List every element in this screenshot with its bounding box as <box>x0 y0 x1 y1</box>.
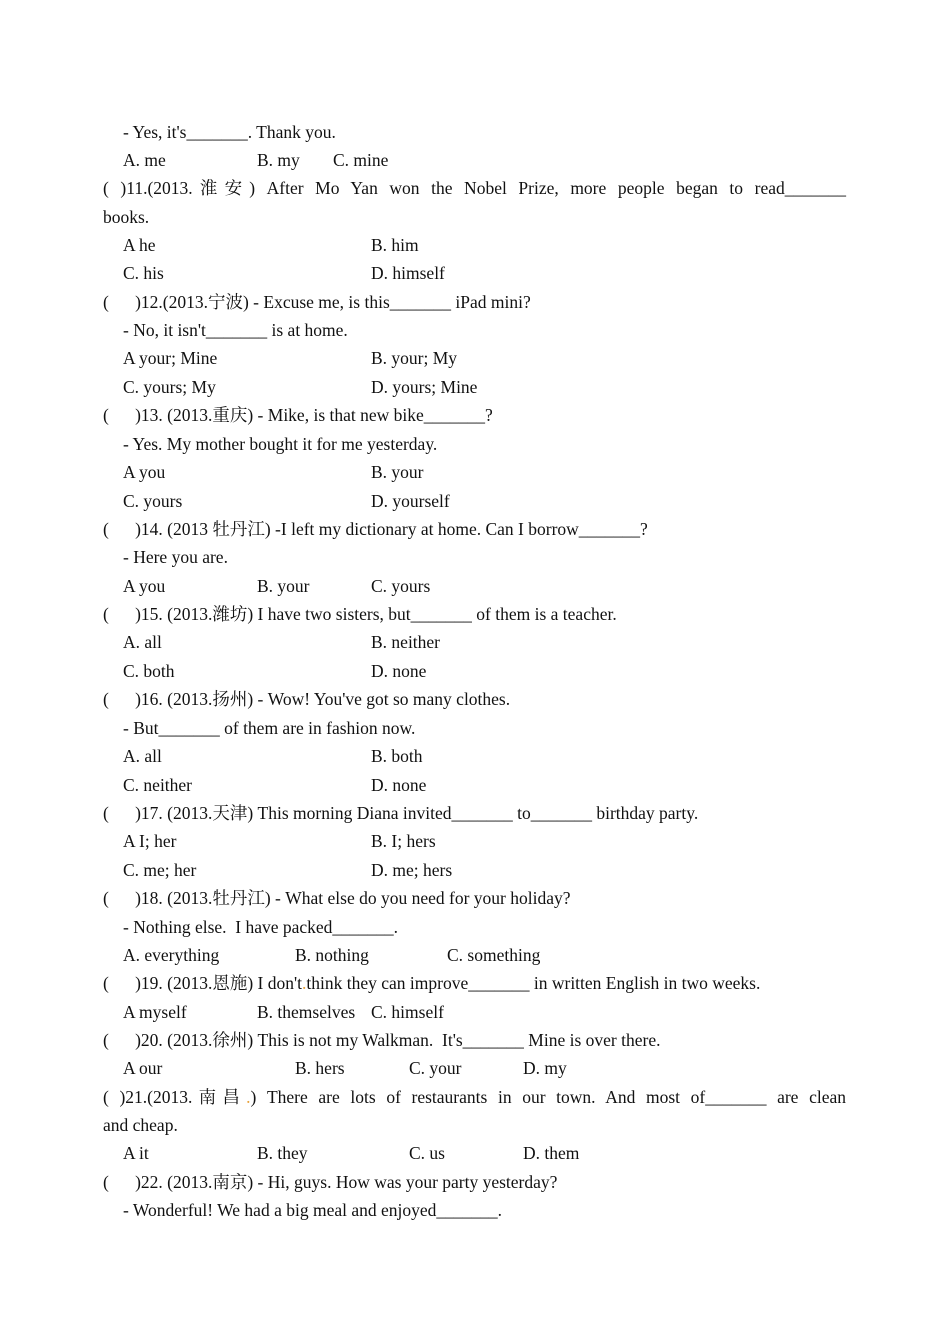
option-d: D. my <box>523 1058 567 1078</box>
question-14-reply: - Here you are. <box>123 547 228 567</box>
option-a: A it <box>123 1143 149 1163</box>
option-c: C. both <box>123 661 175 681</box>
question-19-start: ( )19. (2013.恩施) I don't <box>103 973 303 993</box>
question-13-reply: - Yes. My mother bought it for me yesterday. <box>123 434 438 454</box>
option-c: C. his <box>123 263 164 283</box>
option-b: B. themselves <box>257 1002 356 1022</box>
option-d: D. none <box>371 661 427 681</box>
option-b: B. neither <box>371 632 441 652</box>
option-a: A he <box>123 235 156 255</box>
option-a: A your; Mine <box>123 348 218 368</box>
question-18-reply: - Nothing else. I have packed_______. <box>123 917 399 937</box>
option-d: D. them <box>523 1143 580 1163</box>
question-21 <box>103 1087 846 1107</box>
option-a: A. everything <box>123 945 220 965</box>
question-13: ( )13. (2013.重庆) - Mike, is that new bike_______? <box>103 405 493 425</box>
option-a: A you <box>123 462 166 482</box>
option-a: A. all <box>123 746 162 766</box>
option-c: C. neither <box>123 775 193 795</box>
question-12-reply: - No, it isn't_______ is at home. <box>123 320 348 340</box>
question-20: ( )20. (2013.徐州) This is not my Walkman. It's_______ Mine is over there. <box>103 1030 661 1050</box>
option-a: A. all <box>123 632 162 652</box>
question-21-continued: and cheap. <box>103 1115 178 1135</box>
option-a: A I; her <box>123 831 177 851</box>
option-a: A. me <box>123 150 166 170</box>
mark-dot-icon: . <box>302 973 307 993</box>
question-14: ( )14. (2013 牡丹江) -I left my dictionary at home. Can I borrow_______? <box>103 519 648 539</box>
question-19-end: think they can improve_______ in written English in two weeks. <box>306 973 761 993</box>
option-b: B. nothing <box>295 945 369 965</box>
question-11: ( )11.(2013.淮安) After Mo Yan won the Nobel Prize, more people began to read_______ <box>103 178 846 198</box>
question-12: ( )12.(2013.宁波) - Excuse me, is this_______ iPad mini? <box>103 292 531 312</box>
option-b: B. both <box>371 746 423 766</box>
option-b: B. your <box>257 576 310 596</box>
option-a: A our <box>123 1058 163 1078</box>
option-c: C. your <box>409 1058 462 1078</box>
option-b: B. they <box>257 1143 308 1163</box>
option-a: A myself <box>123 1002 187 1022</box>
option-d: D. himself <box>371 263 445 283</box>
option-b: B. your <box>371 462 424 482</box>
option-c: C. mine <box>333 150 389 170</box>
option-c: C. yours; My <box>123 377 216 397</box>
option-c: C. yours <box>371 576 431 596</box>
answer-line: - Yes, it's_______. Thank you. <box>123 122 336 142</box>
question-15: ( )15. (2013.潍坊) I have two sisters, but_______ of them is a teacher. <box>103 604 617 624</box>
option-a: A you <box>123 576 166 596</box>
question-17: ( )17. (2013.天津) This morning Diana invited_______ to_______ birthday party. <box>103 803 699 823</box>
question-22-reply: - Wonderful! We had a big meal and enjoyed_______. <box>123 1200 503 1220</box>
option-c: C. something <box>447 945 541 965</box>
option-c: C. me; her <box>123 860 197 880</box>
option-d: D. yours; Mine <box>371 377 478 397</box>
question-16-reply: - But_______ of them are in fashion now. <box>123 718 416 738</box>
option-b: B. him <box>371 235 419 255</box>
option-b: B. I; hers <box>371 831 436 851</box>
option-c: C. yours <box>123 491 183 511</box>
question-21-start: ( )21.(2013.南昌 <box>103 1087 247 1107</box>
option-d: D. none <box>371 775 427 795</box>
question-19 <box>103 973 760 993</box>
option-b: B. hers <box>295 1058 345 1078</box>
mark-dot-icon: . <box>246 1087 251 1107</box>
option-c: C. us <box>409 1143 445 1163</box>
option-b: B. my <box>257 150 300 170</box>
question-22: ( )22. (2013.南京) - Hi, guys. How was your party yesterday? <box>103 1172 558 1192</box>
question-16: ( )16. (2013.扬州) - Wow! You've got so many clothes. <box>103 689 511 709</box>
option-d: D. yourself <box>371 491 450 511</box>
question-21-end: ) There are lots of restaurants in our town. And most of_______ are clean <box>250 1087 846 1107</box>
question-18: ( )18. (2013.牡丹江) - What else do you need for your holiday? <box>103 888 571 908</box>
option-c: C. himself <box>371 1002 444 1022</box>
question-11-continued: books. <box>103 207 150 227</box>
option-b: B. your; My <box>371 348 458 368</box>
option-d: D. me; hers <box>371 860 453 880</box>
